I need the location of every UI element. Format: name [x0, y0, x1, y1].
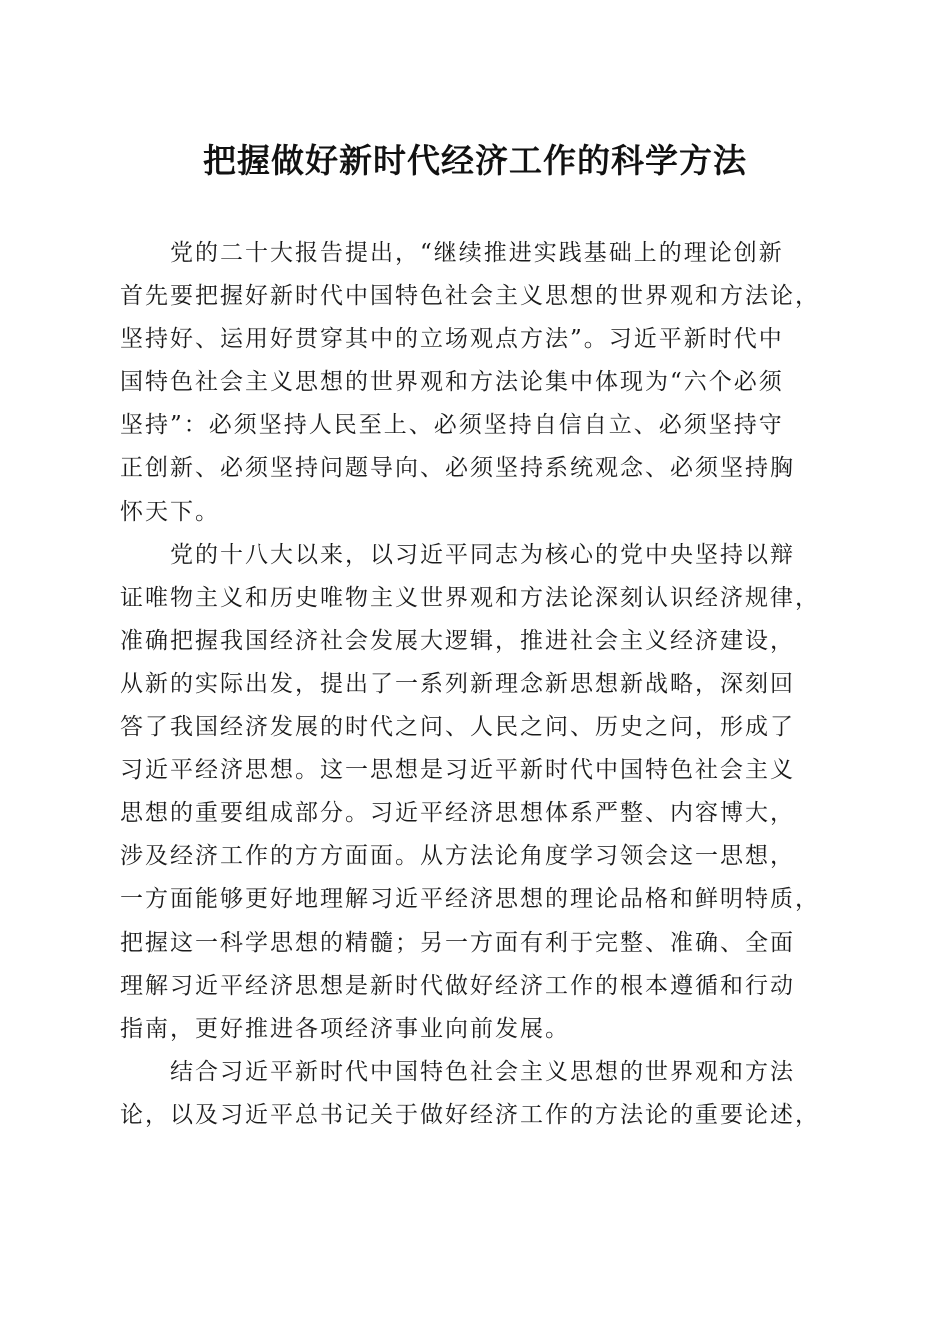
- paragraph-2-line-9: 一方面能够更好地理解习近平经济思想的理论品格和鲜明特质，: [120, 886, 820, 913]
- paragraph-2-line-3: 准确把握我国经济社会发展大逻辑，推进社会主义经济建设，: [120, 627, 795, 654]
- document-body: [120, 232, 835, 1137]
- paragraph-3-line-1: 结合习近平新时代中国特色社会主义思想的世界观和方法: [170, 1058, 795, 1085]
- paragraph-1-line-6: 正创新、必须坚持问题导向、必须坚持系统观念、必须坚持胸: [120, 455, 795, 482]
- paragraph-2-line-5: 答了我国经济发展的时代之问、人民之问、历史之问，形成了: [120, 714, 795, 741]
- paragraph-2-line-12: 指南，更好推进各项经济事业向前发展。: [120, 1015, 570, 1042]
- paragraph-1-line-4: 国特色社会主义思想的世界观和方法论集中体现为“六个必须: [120, 369, 784, 396]
- paragraph-2-line-11: 理解习近平经济思想是新时代做好经济工作的根本遵循和行动: [120, 972, 795, 999]
- paragraph-2-line-6: 习近平经济思想。这一思想是习近平新时代中国特色社会主义: [120, 757, 795, 784]
- paragraph-2-line-10: 把握这一科学思想的精髓；另一方面有利于完整、准确、全面: [120, 929, 795, 956]
- paragraph-2-line-7: 思想的重要组成部分。习近平经济思想体系严整、内容博大，: [120, 800, 795, 827]
- paragraph-1-line-1: 党的二十大报告提出，“继续推进实践基础上的理论创新: [170, 240, 784, 266]
- paragraph-2-line-4: 从新的实际出发，提出了一系列新理念新思想新战略，深刻回: [120, 670, 795, 697]
- paragraph-3-line-2: 论，以及习近平总书记关于做好经济工作的方法论的重要论述，: [120, 1101, 820, 1128]
- paragraph-2-line-2: 证唯物主义和历史唯物主义世界观和方法论深刻认识经济规律，: [120, 584, 820, 611]
- paragraph-1-line-7: 怀天下。: [120, 498, 220, 525]
- paragraph-1-line-5: 坚持”：必须坚持人民至上、必须坚持自信自立、必须坚持守: [120, 412, 784, 439]
- paragraph-2-line-8: 涉及经济工作的方方面面。从方法论角度学习领会这一思想，: [120, 843, 795, 870]
- paragraph-1-line-2: 首先要把握好新时代中国特色社会主义思想的世界观和方法论，: [120, 283, 820, 310]
- paragraph-1-line-3: 坚持好、运用好贯穿其中的立场观点方法”。习近平新时代中: [120, 326, 784, 353]
- paragraph-2-line-1: 党的十八大以来，以习近平同志为核心的党中央坚持以辩: [170, 541, 795, 568]
- document-title: 把握做好新时代经济工作的科学方法: [203, 141, 747, 180]
